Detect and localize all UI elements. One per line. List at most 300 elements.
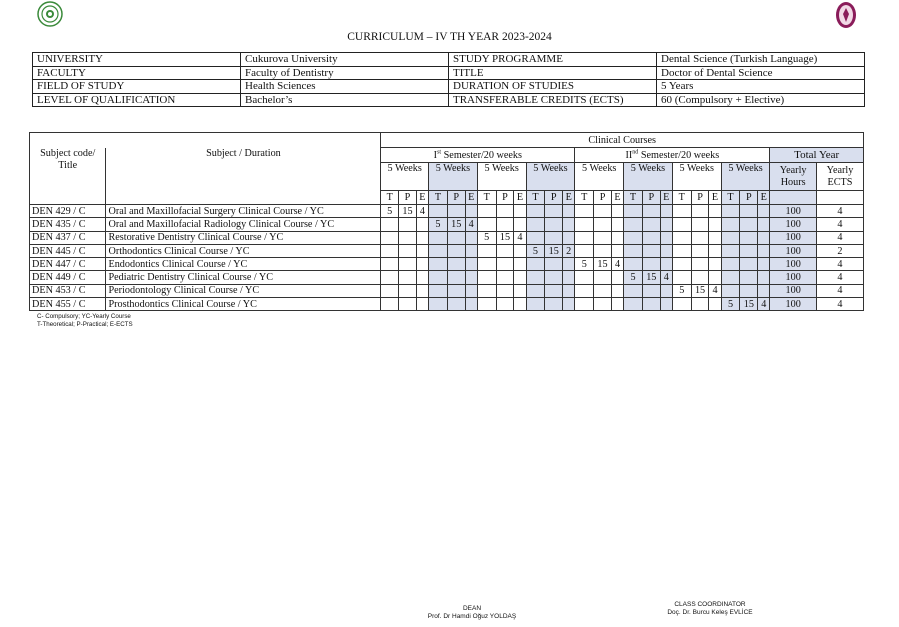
schedule-cell (758, 244, 770, 257)
tpe-header: P (594, 191, 612, 205)
schedule-cell (429, 298, 448, 311)
schedule-cell (642, 218, 660, 231)
course-row (30, 284, 864, 297)
schedule-cell (514, 244, 526, 257)
schedule-cell (672, 244, 691, 257)
schedule-cell (611, 298, 623, 311)
schedule-cell (429, 271, 448, 284)
course-title: Endodontics Clinical Course / YC (106, 258, 381, 271)
tpe-header: E (709, 191, 721, 205)
course-code: DEN 447 / C (30, 258, 106, 271)
course-title: Oral and Maxillofacial Radiology Clinical Course / YC (106, 218, 381, 231)
schedule-cell (514, 271, 526, 284)
yearly-hours-value: 100 (770, 218, 817, 231)
schedule-cell (594, 231, 612, 244)
schedule-cell (563, 231, 575, 244)
yearly-ects-subheader (816, 191, 863, 205)
schedule-cell (721, 271, 740, 284)
schedule-cell (496, 244, 514, 257)
course-p-value: 15 (447, 218, 465, 231)
schedule-cell (691, 258, 709, 271)
tpe-header: T (624, 191, 643, 205)
schedule-cell (563, 271, 575, 284)
schedule-cell (672, 271, 691, 284)
tpe-header: P (496, 191, 514, 205)
semester-2-number: II (625, 149, 633, 161)
info-value: Cukurova University (241, 53, 449, 67)
schedule-cell (399, 218, 417, 231)
schedule-cell (526, 298, 545, 311)
schedule-cell (526, 258, 545, 271)
col-code-header: Subject code/ Title (30, 148, 106, 205)
schedule-cell (416, 244, 428, 257)
course-row (30, 205, 864, 218)
block-header: 5 Weeks (526, 163, 575, 191)
schedule-cell (563, 205, 575, 218)
info-label: STUDY PROGRAMME (449, 53, 657, 67)
schedule-cell (740, 258, 758, 271)
schedule-cell (465, 298, 477, 311)
schedule-cell (642, 205, 660, 218)
yearly-hours-value: 100 (770, 205, 817, 218)
schedule-cell (545, 284, 563, 297)
info-value: Health Sciences (241, 80, 449, 94)
yearly-ects-value: 4 (816, 231, 863, 244)
semester-1-text: Semester/20 weeks (441, 149, 522, 161)
course-e-value: 2 (563, 244, 575, 257)
course-e-value: 4 (660, 271, 672, 284)
schedule-cell (416, 284, 428, 297)
info-label: LEVEL OF QUALIFICATION (33, 93, 241, 107)
tpe-header: T (526, 191, 545, 205)
course-e-value: 4 (416, 205, 428, 218)
yearly-ects-value: 4 (816, 205, 863, 218)
course-p-value: 15 (496, 231, 514, 244)
schedule-cell (575, 231, 594, 244)
block-header: 5 Weeks (575, 163, 624, 191)
schedule-cell (611, 218, 623, 231)
schedule-cell (416, 271, 428, 284)
schedule-cell (399, 298, 417, 311)
tpe-header: T (575, 191, 594, 205)
legend-line-1: C- Compulsory; YC-Yearly Course (37, 313, 131, 320)
coordinator-signature-block (650, 601, 770, 617)
schedule-cell (594, 271, 612, 284)
schedule-cell (563, 284, 575, 297)
schedule-cell (575, 284, 594, 297)
info-row (33, 80, 865, 94)
coordinator-role: CLASS COORDINATOR (674, 601, 746, 608)
schedule-cell (594, 218, 612, 231)
schedule-cell (672, 218, 691, 231)
schedule-cell (575, 218, 594, 231)
schedule-cell (758, 218, 770, 231)
schedule-cell (672, 258, 691, 271)
yearly-hours-value: 100 (770, 231, 817, 244)
schedule-cell (429, 258, 448, 271)
schedule-cell (545, 271, 563, 284)
faculty-emblem-icon (835, 1, 857, 29)
schedule-cell (496, 271, 514, 284)
course-row (30, 218, 864, 231)
schedule-cell (545, 205, 563, 218)
schedule-cell (477, 244, 496, 257)
course-code: DEN 449 / C (30, 271, 106, 284)
tpe-header: T (381, 191, 399, 205)
yearly-hours-value: 100 (770, 284, 817, 297)
schedule-cell (611, 284, 623, 297)
schedule-cell (624, 284, 643, 297)
schedule-cell (477, 218, 496, 231)
schedule-cell (721, 258, 740, 271)
course-t-value: 5 (381, 205, 399, 218)
tpe-header: P (545, 191, 563, 205)
course-row (30, 244, 864, 257)
semester-2-suffix: nd (632, 149, 639, 156)
course-title: Pediatric Dentistry Clinical Course / YC (106, 271, 381, 284)
course-t-value: 5 (526, 244, 545, 257)
dean-signature-block (412, 605, 532, 621)
schedule-cell (740, 231, 758, 244)
dean-role: DEAN (462, 605, 482, 612)
tpe-header: T (721, 191, 740, 205)
schedule-cell (660, 258, 672, 271)
course-e-value: 4 (611, 258, 623, 271)
info-label: DURATION OF STUDIES (449, 80, 657, 94)
schedule-cell (691, 218, 709, 231)
schedule-cell (691, 244, 709, 257)
schedule-cell (526, 231, 545, 244)
schedule-cell (399, 271, 417, 284)
clinical-courses-table (29, 132, 864, 311)
schedule-cell (709, 205, 721, 218)
yearly-ects-value: 4 (816, 218, 863, 231)
schedule-cell (758, 231, 770, 244)
programme-info-table (32, 52, 865, 107)
course-p-value: 15 (399, 205, 417, 218)
course-t-value: 5 (624, 271, 643, 284)
schedule-cell (477, 271, 496, 284)
schedule-cell (660, 218, 672, 231)
schedule-cell (381, 271, 399, 284)
schedule-cell (381, 284, 399, 297)
schedule-cell (416, 218, 428, 231)
info-row (33, 93, 865, 107)
schedule-cell (381, 231, 399, 244)
block-header: 5 Weeks (721, 163, 770, 191)
tpe-header: T (672, 191, 691, 205)
yearly-ects-header: Yearly ECTS (816, 163, 863, 191)
course-code: DEN 445 / C (30, 244, 106, 257)
info-value: Dental Science (Turkish Language) (657, 53, 865, 67)
schedule-cell (575, 271, 594, 284)
schedule-cell (545, 218, 563, 231)
schedule-cell (514, 205, 526, 218)
schedule-cell (721, 231, 740, 244)
schedule-cell (740, 205, 758, 218)
tpe-header: P (740, 191, 758, 205)
yearly-hours-value: 100 (770, 271, 817, 284)
schedule-cell (721, 244, 740, 257)
schedule-cell (740, 244, 758, 257)
info-label: FACULTY (33, 66, 241, 80)
course-title: Oral and Maxillofacial Surgery Clinical Course / YC (106, 205, 381, 218)
block-header: 5 Weeks (429, 163, 478, 191)
schedule-cell (611, 231, 623, 244)
schedule-cell (447, 205, 465, 218)
schedule-cell (624, 231, 643, 244)
schedule-cell (709, 271, 721, 284)
schedule-cell (545, 231, 563, 244)
schedule-cell (709, 244, 721, 257)
schedule-cell (526, 271, 545, 284)
course-p-value: 15 (740, 298, 758, 311)
schedule-cell (447, 284, 465, 297)
schedule-cell (465, 205, 477, 218)
course-t-value: 5 (575, 258, 594, 271)
schedule-cell (477, 205, 496, 218)
tpe-header: P (399, 191, 417, 205)
schedule-cell (447, 231, 465, 244)
course-row (30, 298, 864, 311)
info-row (33, 53, 865, 67)
course-title: Restorative Dentistry Clinical Course / YC (106, 231, 381, 244)
yearly-hours-header: Yearly Hours (770, 163, 817, 191)
schedule-cell (624, 244, 643, 257)
schedule-cell (496, 205, 514, 218)
schedule-cell (611, 244, 623, 257)
schedule-cell (563, 258, 575, 271)
course-e-value: 4 (758, 298, 770, 311)
university-seal-icon (37, 1, 63, 27)
course-t-value: 5 (429, 218, 448, 231)
schedule-cell (399, 284, 417, 297)
schedule-cell (721, 218, 740, 231)
course-code: DEN 453 / C (30, 284, 106, 297)
semester-1-suffix: st (437, 149, 442, 156)
schedule-cell (594, 244, 612, 257)
schedule-cell (465, 231, 477, 244)
coordinator-name: Doç. Dr. Burcu Keleş EVLİCE (667, 609, 753, 616)
schedule-cell (416, 258, 428, 271)
schedule-cell (526, 205, 545, 218)
schedule-cell (575, 244, 594, 257)
course-e-value: 4 (514, 231, 526, 244)
schedule-cell (563, 218, 575, 231)
schedule-cell (429, 244, 448, 257)
info-value: Doctor of Dental Science (657, 66, 865, 80)
schedule-cell (758, 205, 770, 218)
course-title: Orthodontics Clinical Course / YC (106, 244, 381, 257)
page-title: CURRICULUM – IV TH YEAR 2023-2024 (347, 31, 552, 43)
schedule-cell (624, 205, 643, 218)
yearly-hours-subheader (770, 191, 817, 205)
yearly-hours-value: 100 (770, 244, 817, 257)
course-t-value: 5 (721, 298, 740, 311)
schedule-cell (740, 284, 758, 297)
schedule-cell (691, 231, 709, 244)
info-label: UNIVERSITY (33, 53, 241, 67)
schedule-cell (429, 205, 448, 218)
schedule-cell (465, 271, 477, 284)
schedule-cell (575, 298, 594, 311)
legend-line-2: T-Theoretical; P-Practical; E-ECTS (37, 321, 133, 328)
semester-2-text: Semester/20 weeks (638, 149, 720, 161)
schedule-cell (575, 205, 594, 218)
schedule-cell (660, 298, 672, 311)
course-p-value: 15 (545, 244, 563, 257)
course-p-value: 15 (594, 258, 612, 271)
caption-spacer (30, 133, 381, 148)
col-subject-header: Subject / Duration (106, 148, 381, 205)
info-value: Bachelor’s (241, 93, 449, 107)
tpe-header: E (611, 191, 623, 205)
schedule-cell (381, 244, 399, 257)
schedule-cell (465, 258, 477, 271)
schedule-cell (465, 244, 477, 257)
yearly-ects-value: 2 (816, 244, 863, 257)
block-header: 5 Weeks (672, 163, 721, 191)
schedule-cell (477, 284, 496, 297)
course-t-value: 5 (672, 284, 691, 297)
yearly-hours-value: 100 (770, 298, 817, 311)
course-title: Periodontology Clinical Course / YC (106, 284, 381, 297)
schedule-cell (660, 205, 672, 218)
tpe-header: E (465, 191, 477, 205)
block-header: 5 Weeks (477, 163, 526, 191)
schedule-cell (709, 258, 721, 271)
semester-1-header (381, 148, 575, 163)
course-row (30, 258, 864, 271)
schedule-cell (514, 218, 526, 231)
course-row (30, 231, 864, 244)
semester-2-header (575, 148, 770, 163)
schedule-cell (660, 244, 672, 257)
course-e-value: 4 (709, 284, 721, 297)
info-value: 60 (Compulsory + Elective) (657, 93, 865, 107)
schedule-cell (672, 205, 691, 218)
schedule-cell (691, 298, 709, 311)
schedule-cell (399, 244, 417, 257)
info-label: TITLE (449, 66, 657, 80)
schedule-cell (624, 258, 643, 271)
schedule-cell (758, 284, 770, 297)
semester-row (30, 148, 864, 163)
schedule-cell (563, 298, 575, 311)
course-code: DEN 455 / C (30, 298, 106, 311)
tpe-header: E (660, 191, 672, 205)
yearly-ects-value: 4 (816, 298, 863, 311)
tpe-header: E (514, 191, 526, 205)
tpe-header: P (447, 191, 465, 205)
schedule-cell (709, 298, 721, 311)
course-code: DEN 435 / C (30, 218, 106, 231)
dean-name: Prof. Dr Hamdi Oğuz YOLDAŞ (427, 613, 517, 620)
schedule-cell (526, 218, 545, 231)
schedule-cell (758, 258, 770, 271)
schedule-cell (514, 258, 526, 271)
caption-row (30, 133, 864, 148)
schedule-cell (672, 231, 691, 244)
schedule-cell (399, 258, 417, 271)
schedule-cell (545, 298, 563, 311)
schedule-cell (514, 298, 526, 311)
course-t-value: 5 (477, 231, 496, 244)
schedule-cell (416, 298, 428, 311)
schedule-cell (642, 298, 660, 311)
schedule-cell (477, 298, 496, 311)
schedule-cell (399, 231, 417, 244)
tpe-header: E (563, 191, 575, 205)
schedule-cell (642, 231, 660, 244)
schedule-cell (594, 298, 612, 311)
schedule-cell (496, 298, 514, 311)
tpe-header: E (758, 191, 770, 205)
schedule-cell (594, 205, 612, 218)
schedule-cell (758, 271, 770, 284)
schedule-cell (526, 284, 545, 297)
schedule-cell (691, 271, 709, 284)
yearly-ects-value: 4 (816, 271, 863, 284)
block-header: 5 Weeks (624, 163, 673, 191)
schedule-cell (721, 205, 740, 218)
course-code: DEN 429 / C (30, 205, 106, 218)
schedule-cell (496, 284, 514, 297)
table-caption: Clinical Courses (381, 133, 864, 148)
schedule-cell (496, 258, 514, 271)
schedule-cell (381, 258, 399, 271)
schedule-cell (381, 298, 399, 311)
semester-1-number: I (433, 149, 438, 161)
schedule-cell (624, 218, 643, 231)
block-header: 5 Weeks (381, 163, 429, 191)
schedule-cell (447, 298, 465, 311)
tpe-header: E (416, 191, 428, 205)
schedule-cell (429, 231, 448, 244)
schedule-cell (447, 258, 465, 271)
info-label: FIELD OF STUDY (33, 80, 241, 94)
info-value: 5 Years (657, 80, 865, 94)
schedule-cell (721, 284, 740, 297)
schedule-cell (496, 218, 514, 231)
schedule-cell (611, 205, 623, 218)
schedule-cell (660, 231, 672, 244)
schedule-cell (642, 284, 660, 297)
info-label: TRANSFERABLE CREDITS (ECTS) (449, 93, 657, 107)
schedule-cell (545, 258, 563, 271)
schedule-cell (642, 244, 660, 257)
course-title: Prosthodontics Clinical Course / YC (106, 298, 381, 311)
yearly-ects-value: 4 (816, 258, 863, 271)
tpe-header: T (477, 191, 496, 205)
schedule-cell (740, 271, 758, 284)
schedule-cell (381, 218, 399, 231)
course-row (30, 271, 864, 284)
schedule-cell (477, 258, 496, 271)
total-year-header: Total Year (770, 148, 864, 163)
schedule-cell (672, 298, 691, 311)
schedule-cell (416, 231, 428, 244)
yearly-hours-value: 100 (770, 258, 817, 271)
schedule-cell (642, 258, 660, 271)
schedule-cell (709, 218, 721, 231)
course-code: DEN 437 / C (30, 231, 106, 244)
schedule-cell (740, 218, 758, 231)
info-row (33, 66, 865, 80)
schedule-cell (611, 271, 623, 284)
course-p-value: 15 (642, 271, 660, 284)
course-e-value: 4 (465, 218, 477, 231)
